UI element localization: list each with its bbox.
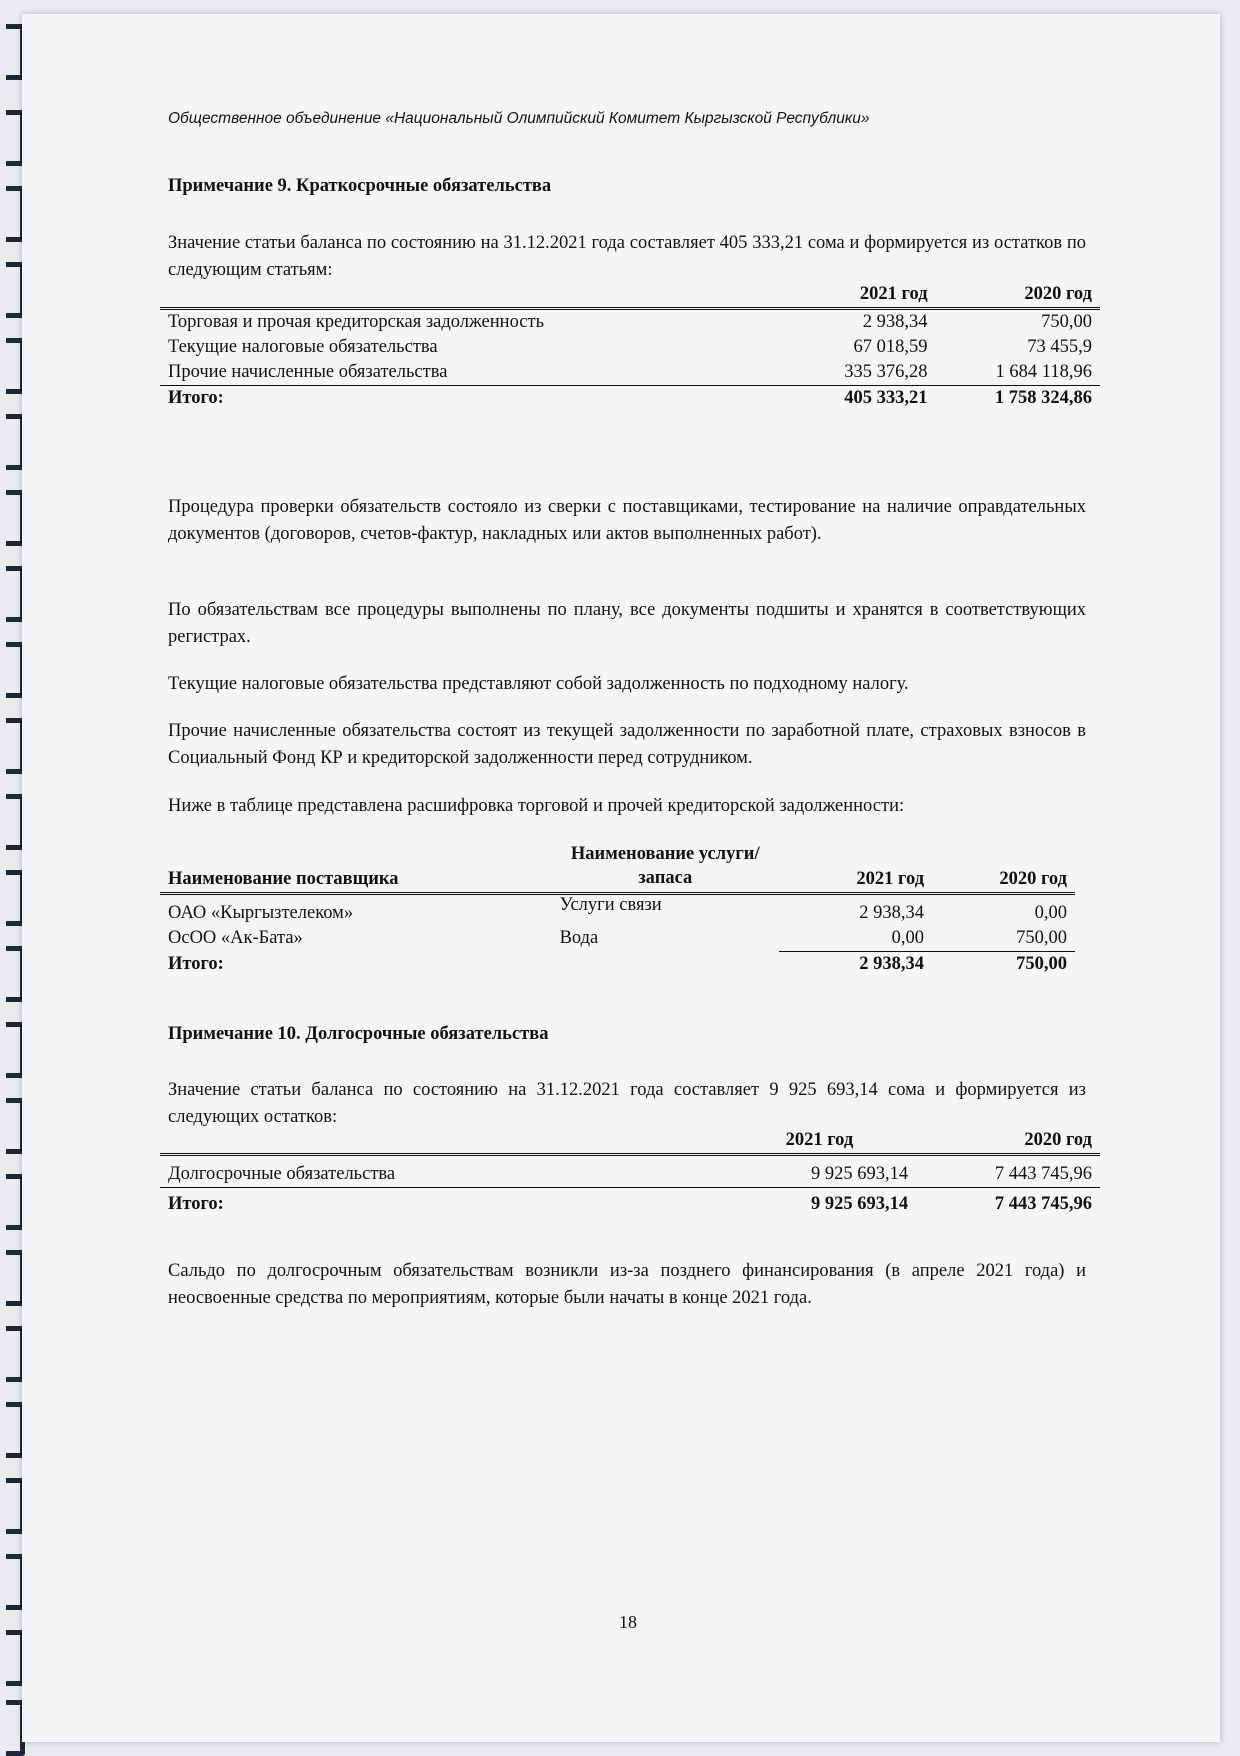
total-label: Итого:: [168, 953, 224, 974]
supplier-name: ОсОО «Ак-Бата»: [168, 928, 303, 949]
col-2021: 2021 год: [859, 284, 928, 304]
col-2020: 2020 год: [999, 869, 1067, 889]
col-2020: 2020 год: [1024, 284, 1092, 304]
table-header-row: [160, 282, 1100, 309]
total-label: Итого:: [168, 1194, 224, 1214]
value-2020: 0,00: [1034, 903, 1067, 923]
row-label: Долгосрочные обязательства: [168, 1164, 396, 1184]
value-2021: 9 925 693,14: [811, 1164, 909, 1184]
note10-para1: Сальдо по долгосрочным обязательствам возникли из-за позднего финансирования (в апреле 2021 года) и неосвоенные средства по мероприятиям, которые были начаты в конце 2021 года.: [168, 1261, 1086, 1308]
col-2020: 2020 год: [1024, 1130, 1092, 1150]
note10-table: [160, 1128, 1100, 1217]
note9-table: [160, 282, 1100, 411]
value-2021: 2 938,34: [862, 312, 928, 332]
table-row: [160, 926, 1075, 952]
total-2020: 750,00: [932, 952, 1075, 978]
note9-para4: Прочие начисленные обязательства состоят из текущей задолженности по заработной плате, страховых взносов в Социальный Фонд КР и кредиторской задолженности перед сотрудником.: [168, 721, 1086, 768]
value-2021: 2 938,34: [859, 903, 925, 923]
service-name: Вода: [559, 928, 599, 948]
table-total-row: [160, 386, 1100, 412]
value-2020: 73 455,9: [1027, 337, 1092, 357]
total-2021: 2 938,34: [779, 952, 932, 978]
col-2021: 2021 год: [785, 1130, 854, 1150]
value-2020: 750,00: [1041, 312, 1092, 332]
value-2020: 7 443 745,96: [994, 1164, 1092, 1184]
note9-para5: Ниже в таблице представлена расшифровка торговой и прочей кредиторской задолженности:: [168, 796, 905, 816]
page-header: Общественное объединение «Национальный Олимпийский Комитет Кыргызской Республики»: [168, 110, 870, 127]
row-label: Прочие начисленные обязательства: [168, 362, 448, 382]
value-2020: 750,00: [1016, 928, 1067, 948]
total-label: Итого:: [168, 388, 224, 408]
col-supplier: Наименование поставщика: [168, 869, 399, 889]
supplier-name: ОАО «Кыргызтелеком»: [168, 903, 354, 923]
table-row: [160, 335, 1100, 360]
total-2021: 405 333,21: [844, 388, 928, 408]
table-header-row: [160, 840, 1075, 894]
suppliers-table: [160, 840, 1075, 977]
table-total-row: [160, 1188, 1100, 1218]
service-name: Услуги связи: [559, 895, 662, 915]
row-label: Торговая и прочая кредиторская задолженность: [168, 312, 545, 332]
note9-title: Примечание 9. Краткосрочные обязательства: [168, 176, 552, 196]
value-2020: 1 684 118,96: [995, 362, 1092, 382]
col-2021: 2021 год: [856, 869, 925, 889]
table-row: [160, 360, 1100, 386]
row-label: Текущие налоговые обязательства: [168, 337, 438, 357]
col-service: Наименование услуги/ запаса: [570, 844, 760, 888]
note9-intro: Значение статьи баланса по состоянию на 31.12.2021 года составляет 405 333,21 сома и формируется из остатков по следующим статьям:: [168, 233, 1086, 280]
note9-para2: По обязательствам все процедуры выполнены по плану, все документы подшиты и хранятся в соответствующих регистрах.: [168, 600, 1086, 647]
table-total-row: [160, 952, 1075, 978]
value-2021: 0,00: [891, 928, 925, 948]
total-2021: 9 925 693,14: [811, 1194, 909, 1214]
value-2021: 67 018,59: [853, 337, 928, 357]
table-row: [160, 1155, 1100, 1188]
value-2021: 335 376,28: [844, 362, 928, 382]
table-row: [160, 894, 1075, 927]
page-number: 18: [619, 1612, 637, 1632]
table-row: [160, 309, 1100, 336]
note10-title: Примечание 10. Долгосрочные обязательства: [168, 1024, 549, 1044]
table-header-row: [160, 1128, 1100, 1155]
note9-para1: Процедура проверки обязательств состояло из сверки с поставщиками, тестирование на наличие оправдательных документов (договоров, счетов-фактур, накладных или актов выполненных работ).: [168, 497, 1086, 544]
total-2020: 7 443 745,96: [994, 1194, 1092, 1214]
note10-intro: Значение статьи баланса по состоянию на 31.12.2021 года составляет 9 925 693,14 сома и формируется из следующих остатков:: [168, 1080, 1086, 1127]
note9-para3: Текущие налоговые обязательства представляют собой задолженность по подходному налогу.: [168, 674, 909, 694]
total-2020: 1 758 324,86: [994, 388, 1092, 408]
